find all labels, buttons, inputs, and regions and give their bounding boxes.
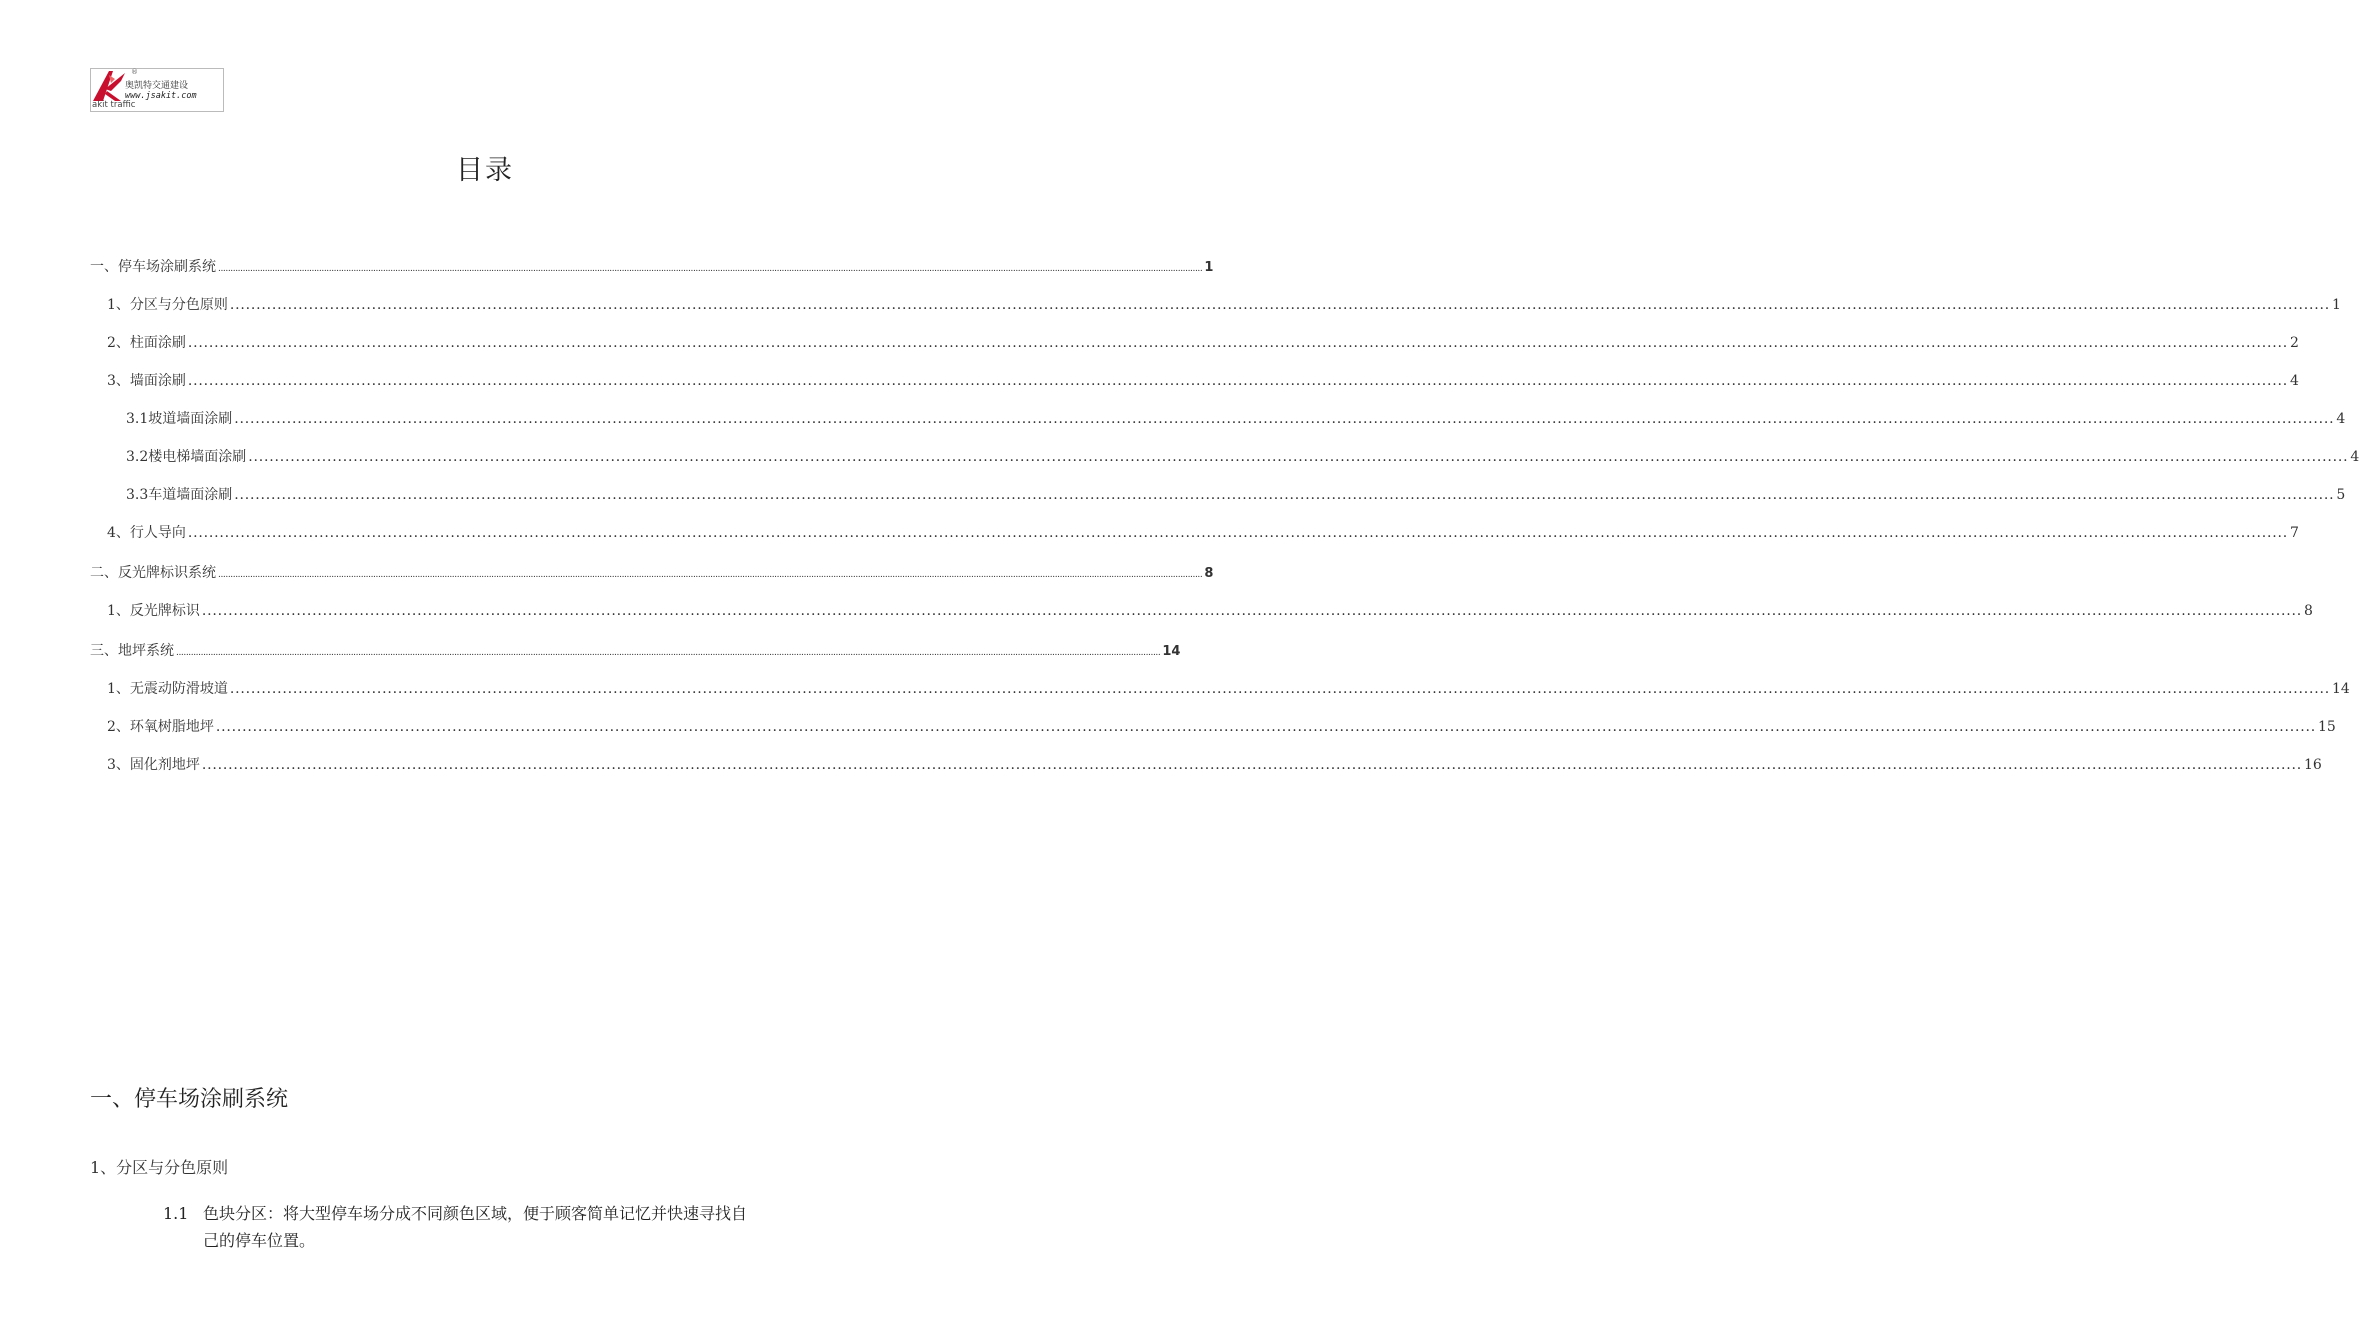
toc-entry-label: 3、墙面涂刷 — [107, 373, 186, 389]
toc-entry-page: 5 — [2336, 487, 2346, 503]
toc-entry-page: 4 — [2290, 373, 2299, 389]
toc-dot-leader: ................................................................................................................................................................................................................................................................................................................................................................................................................ — [215, 719, 2316, 735]
toc-dot-leader: ................................................................................................................................................................................................................................................................................................................................................................................................................ — [218, 264, 1203, 274]
toc-entry-page: 1 — [2332, 297, 2341, 313]
toc-entry-label: 3.1坡道墙面涂刷 — [126, 411, 233, 427]
toc-entry[interactable] — [126, 446, 2359, 468]
toc-entry-page: 16 — [2304, 757, 2322, 773]
toc-entry-label: 2、柱面涂刷 — [107, 335, 186, 351]
toc-entry-label: 1、反光牌标识 — [107, 603, 200, 619]
toc-entry-label: 2、环氧树脂地坪 — [107, 719, 214, 735]
toc-entry[interactable] — [90, 256, 1214, 278]
toc-dot-leader: ................................................................................................................................................................................................................................................................................................................................................................................................................ — [248, 449, 2349, 465]
toc-entry-page: 8 — [1204, 566, 1214, 581]
toc-entry-page: 8 — [2304, 603, 2313, 619]
toc-dot-leader: ................................................................................................................................................................................................................................................................................................................................................................................................................ — [201, 757, 2302, 773]
toc-entry[interactable] — [90, 640, 1181, 662]
subsection-heading: 1、分区与分色原则 — [90, 1158, 229, 1177]
registered-mark: ® — [131, 68, 138, 76]
toc-entry-page: 4 — [2350, 449, 2359, 465]
toc-entry[interactable] — [126, 484, 2346, 506]
toc-entry[interactable] — [107, 370, 2299, 392]
toc-entry-label: 1、分区与分色原则 — [107, 297, 228, 313]
logo-url: www.jsakit.com — [125, 91, 197, 101]
toc-entry-page: 1 — [1204, 260, 1214, 275]
toc-dot-leader: ................................................................................................................................................................................................................................................................................................................................................................................................................ — [176, 648, 1161, 658]
toc-title: 目录 — [456, 155, 514, 186]
toc-dot-leader: ................................................................................................................................................................................................................................................................................................................................................................................................................ — [229, 297, 2330, 313]
toc-dot-leader: ................................................................................................................................................................................................................................................................................................................................................................................................................ — [187, 525, 2288, 541]
toc-entry-label: 二、反光牌标识系统 — [90, 565, 216, 581]
paragraph — [163, 1200, 873, 1254]
toc-dot-leader: ................................................................................................................................................................................................................................................................................................................................................................................................................ — [218, 570, 1203, 580]
toc-dot-leader: ................................................................................................................................................................................................................................................................................................................................................................................................................ — [234, 411, 2335, 427]
toc-entry-page: 2 — [2290, 335, 2299, 351]
toc-entry-label: 三、地坪系统 — [90, 643, 174, 659]
toc-entry-label: 3.3车道墙面涂刷 — [126, 487, 233, 503]
logo-english-name: akit traffic — [92, 100, 136, 110]
toc-entry-label: 3.2楼电梯墙面涂刷 — [126, 449, 247, 465]
toc-dot-leader: ................................................................................................................................................................................................................................................................................................................................................................................................................ — [234, 487, 2335, 503]
paragraph-line-1: 色块分区：将大型停车场分成不同颜色区域，便于顾客简单记忆并快速寻找自 — [203, 1204, 748, 1223]
paragraph-number: 1.1 — [163, 1204, 189, 1223]
toc-entry-page: 14 — [1162, 644, 1181, 659]
toc-entry[interactable] — [107, 678, 2350, 700]
toc-entry-label: 3、固化剂地坪 — [107, 757, 200, 773]
logo-company-name: 奥凯特交通建设 — [125, 81, 189, 91]
toc-entry-page: 15 — [2318, 719, 2336, 735]
toc-dot-leader: ................................................................................................................................................................................................................................................................................................................................................................................................................ — [229, 681, 2330, 697]
toc-entry[interactable] — [107, 332, 2299, 354]
toc-entry[interactable] — [107, 754, 2322, 776]
toc-entry-page: 7 — [2290, 525, 2299, 541]
toc-entry-label: 1、无震动防滑坡道 — [107, 681, 228, 697]
toc-dot-leader: ................................................................................................................................................................................................................................................................................................................................................................................................................ — [187, 373, 2288, 389]
toc-entry[interactable] — [107, 716, 2336, 738]
toc-entry-page: 14 — [2332, 681, 2350, 697]
toc-entry-label: 一、停车场涂刷系统 — [90, 259, 216, 275]
company-logo — [90, 68, 224, 112]
toc-entry[interactable] — [90, 562, 1214, 584]
toc-entry[interactable] — [107, 522, 2299, 544]
toc-entry[interactable] — [126, 408, 2346, 430]
paragraph-line-2: 己的停车位置。 — [203, 1231, 316, 1250]
toc-dot-leader: ................................................................................................................................................................................................................................................................................................................................................................................................................ — [201, 603, 2302, 619]
toc-entry[interactable] — [107, 600, 2313, 622]
toc-dot-leader: ................................................................................................................................................................................................................................................................................................................................................................................................................ — [187, 335, 2288, 351]
toc-entry-label: 4、行人导向 — [107, 525, 186, 541]
toc-entry[interactable] — [107, 294, 2341, 316]
section-heading: 一、停车场涂刷系统 — [90, 1087, 289, 1112]
toc-entry-page: 4 — [2336, 411, 2346, 427]
